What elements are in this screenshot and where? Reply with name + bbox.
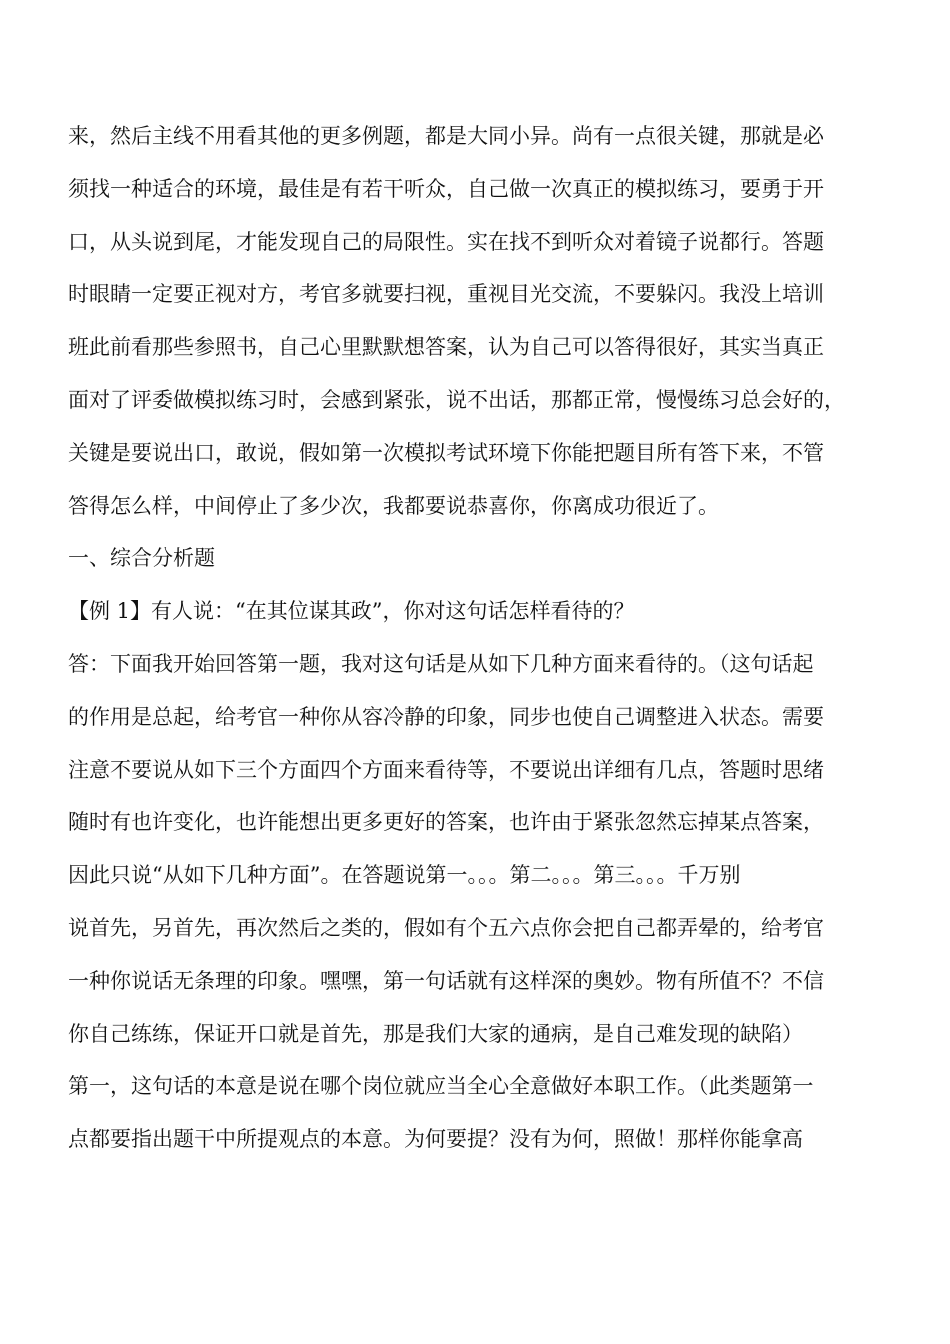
- text-line: 面对了评委做模拟练习时，会感到紧张，说不出话，那都正常，慢慢练习总会好的，: [68, 387, 845, 412]
- text-line: 须找一种适合的环境，最佳是有若干听众，自己做一次真正的模拟练习，要勇于开: [68, 176, 824, 201]
- text-line: 随时有也许变化，也许能想出更多更好的答案，也许由于紧张忽然忘掉某点答案，: [68, 810, 824, 835]
- text-line: 一种你说话无条理的印象。嘿嘿，第一句话就有这样深的奥妙。物有所值不？不信: [68, 968, 824, 993]
- text-line: 口，从头说到尾，才能发现自己的局限性。实在找不到听众对着镜子说都行。答题: [68, 229, 824, 254]
- text-line: 点都要指出题干中所提观点的本意。为何要提？没有为何，照做！那样你能拿高: [68, 1127, 803, 1152]
- text-line: 的作用是总起，给考官一种你从容冷静的印象，同步也使自己调整进入状态。需要: [68, 704, 824, 729]
- text-line: 你自己练练，保证开口就是首先，那是我们大家的通病，是自己难发现的缺陷）: [68, 1021, 803, 1046]
- body-text: [68, 110, 888, 1166]
- text-line: 第一，这句话的本意是说在哪个岗位就应当全心全意做好本职工作。（此类题第一: [68, 1074, 814, 1099]
- text-line: 说首先，另首先，再次然后之类的，假如有个五六点你会把自己都弄晕的，给考官: [68, 915, 824, 940]
- text-line: 班此前看那些参照书，自己心里默默想答案，认为自己可以答得很好，其实当真正: [68, 335, 824, 360]
- example-question: 【例 1】有人说：“在其位谋其政”，你对这句话怎样看待的？: [68, 599, 635, 624]
- text-line: 注意不要说从如下三个方面四个方面来看待等，不要说出详细有几点，答题时思绪: [68, 757, 824, 782]
- text-line: 答得怎么样，中间停止了多少次，我都要说恭喜你，你离成功很近了。: [68, 493, 719, 518]
- section-heading: 一、综合分析题: [68, 546, 215, 571]
- text-line: 因此只说“从如下几种方面”。在答题说第一。。。第二。。。第三。。。千万别: [68, 863, 741, 888]
- text-line: 时眼睛一定要正视对方，考官多就要扫视，重视目光交流，不要躲闪。我没上培训: [68, 282, 824, 307]
- text-line: 来，然后主线不用看其他的更多例题，都是大同小异。尚有一点很关键，那就是必: [68, 124, 824, 148]
- text-line: 答：下面我开始回答第一题，我对这句话是从如下几种方面来看待的。（这句话起: [68, 651, 814, 676]
- text-line: 关键是要说出口，敢说，假如第一次模拟考试环境下你能把题目所有答下来，不管: [68, 440, 824, 465]
